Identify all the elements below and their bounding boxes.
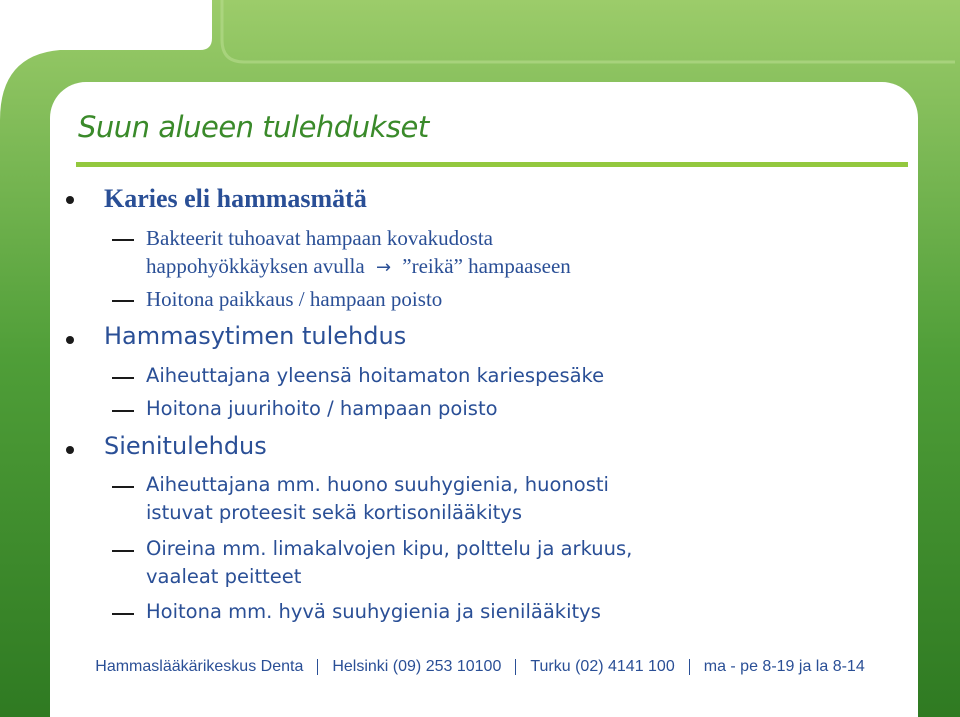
heading-hammasytimen: Hammasytimen tulehdus [104,322,407,350]
hammasydin-item-1: Aiheuttajana yleensä hoitamaton kariespesäke [146,364,605,387]
sieni-item-2 [146,535,632,591]
slide-footer [0,658,960,676]
arrow-right-icon: → [375,257,392,278]
karies-item-1-line2a: happohyökkäyksen avulla [146,254,365,278]
karies-item-2: Hoitona paikkaus / hampaan poisto [146,287,443,311]
heading-sienitulehdus: Sienitulehdus [104,432,267,460]
slide-title: Suun alueen tulehdukset [78,110,429,144]
heading-karies: Karies eli hammasmätä [104,184,367,213]
sieni-item-1 [146,471,609,527]
footer-divider [515,659,516,675]
karies-item-1-line2b: ”reikä” hampaaseen [402,254,571,278]
sieni-item-2-line2: vaaleat peitteet [146,565,302,588]
bullet-icon [66,336,74,344]
karies-item-1 [146,224,571,282]
dash-icon [112,239,134,241]
dash-icon [112,550,134,552]
dash-icon [112,486,134,488]
hammasydin-item-2: Hoitona juurihoito / hampaan poisto [146,397,498,420]
footer-hours: ma - pe 8-19 ja la 8-14 [703,658,865,675]
footer-clinic: Hammaslääkärikeskus Denta [95,658,304,675]
footer-divider [317,659,318,675]
karies-item-1-line1: Bakteerit tuhoavat hampaan kovakudosta [146,226,493,250]
sieni-item-1-line2: istuvat proteesit sekä kortisonilääkitys [146,501,522,524]
sieni-item-2-line1: Oireina mm. limakalvojen kipu, polttelu ja arkuus, [146,537,633,560]
dash-icon [112,300,134,302]
bullet-icon [66,446,74,454]
bullet-icon [66,196,74,204]
dash-icon [112,613,134,615]
sieni-item-1-line1: Aiheuttajana mm. huono suuhygienia, huonosti [146,473,609,496]
footer-helsinki: Helsinki (09) 253 10100 [332,658,502,675]
footer-turku: Turku (02) 4141 100 [530,658,675,675]
dash-icon [112,410,134,412]
dash-icon [112,377,134,379]
sieni-item-3: Hoitona mm. hyvä suuhygienia ja sienilääkitys [146,600,601,623]
footer-divider [689,659,690,675]
